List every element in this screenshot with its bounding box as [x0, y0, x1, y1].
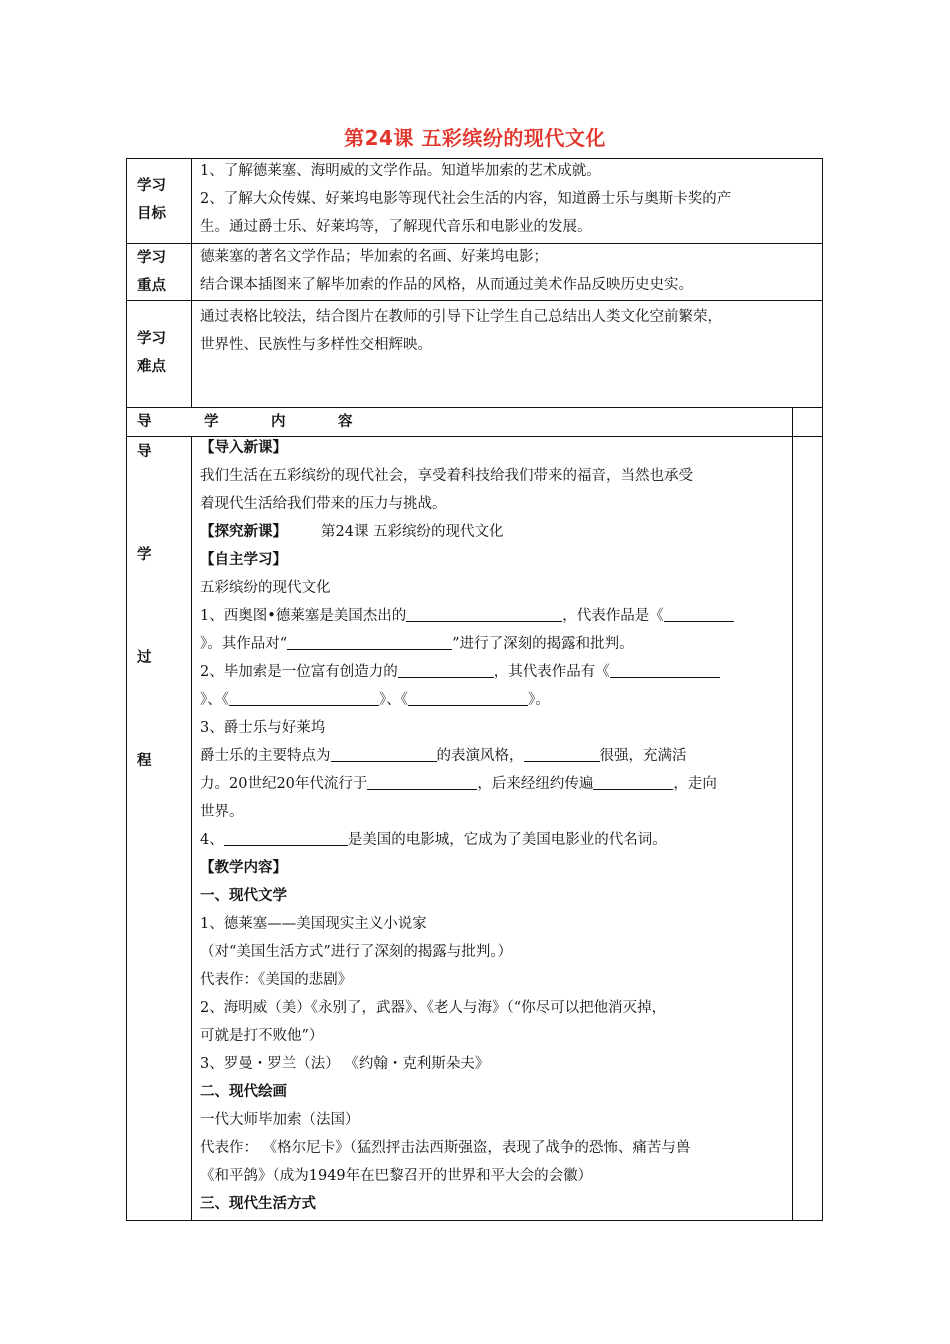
goals-content	[200, 157, 731, 241]
blank-field[interactable]	[331, 744, 437, 762]
keypoints-label: 学习 重点	[137, 250, 166, 294]
self-study-heading: 【自主学习】	[200, 552, 287, 568]
blank-field[interactable]	[367, 772, 477, 790]
difficulties-content	[200, 303, 722, 359]
goals-line: 生。通过爵士乐、好莱坞等，了解现代音乐和电影业的发展。	[200, 219, 592, 235]
goals-line: 1、了解德莱塞、海明威的文学作品。知道毕加索的艺术成就。	[200, 163, 601, 179]
blank-field[interactable]	[593, 772, 673, 790]
difficulties-line: 通过表格比较法，结合图片在教师的引导下让学生自己总结出人类文化空前繁荣，	[200, 309, 722, 325]
section-painting: 二、现代绘画	[200, 1084, 287, 1100]
process-label-2: 学	[137, 547, 152, 563]
page-title: 第24课 五彩缤纷的现代文化	[344, 126, 606, 150]
blank-field[interactable]	[664, 604, 734, 622]
intro-heading: 【导入新课】	[200, 440, 287, 456]
blank-field[interactable]	[610, 660, 720, 678]
question-3-title: 3、爵士乐与好莱坞	[200, 720, 326, 736]
keypoints-content	[200, 243, 693, 299]
process-label-4: 程	[137, 753, 152, 769]
keypoints-line: 结合课本插图来了解毕加索的作品的风格，从而通过美术作品反映历史史实。	[200, 277, 693, 293]
main-content: 【导入新课】 我们生活在五彩缤纷的现代社会，享受着科技给我们带来的福音，当然也承受 着现代生活给我们带来的压力与挑战。 【探究新课】 第24课 五彩缤纷的现代文化 【自主学习】 五彩缤纷的现代文化 1、西奥图•德莱塞是美国杰出的 ，代表作品是《 》。其作品对“ ”进行了深刻的揭露和批判。 2、毕加索是一位富有创造力的 ，其代表作品有《 》、《 》、《 》。 3、爵士乐与好莱坞 爵士乐的主要特点为 的表演风格， 很强，充满活 力。20世纪20年代流行于 ，后来经纽约传遍 ，走向 世界。 4、 是美国的电影城，它成为了美国电影业的代名词。 【教学内容】 一、现代文学 1、德莱塞——美国现实主义小说家 （对“美国生活方式”进行了深刻的揭露与批判。） 代表作：《美国的悲剧》 2、海明威（美）《永别了，武器》、《老人与海》（“你尽可以把他消灭掉， 可就是打不败他”） 3、罗曼・罗兰（法） 《约翰・克利斯朵夫》 二、现代绘画 一代大师毕加索（法国） 代表作： 《格尔尼卡》（猛烈抨击法西斯强盗，表现了战争的恐怖、痛苦与兽 《和平鸽》（成为1949年在巴黎召开的世界和平大会的会徽） 三、现代生活方式	[200, 434, 734, 1218]
difficulties-line: 世界性、民族性与多样性交相辉映。	[200, 337, 432, 353]
goals-label: 学习 目标	[137, 178, 166, 222]
blank-field[interactable]	[224, 828, 348, 846]
explore-line: 【探究新课】 第24课 五彩缤纷的现代文化	[200, 524, 504, 540]
teaching-heading: 【教学内容】	[200, 860, 287, 876]
goals-line: 2、了解大众传媒、好莱坞电影等现代社会生活的内容，知道爵士乐与奥斯卡奖的产	[200, 191, 732, 207]
process-label-1: 导	[137, 444, 152, 460]
blank-field[interactable]	[287, 632, 452, 650]
question-3: 爵士乐的主要特点为 的表演风格， 很强，充满活	[200, 742, 734, 770]
section-literature: 一、现代文学	[200, 888, 287, 904]
blank-field[interactable]	[408, 688, 528, 706]
blank-field[interactable]	[398, 660, 494, 678]
section-lifestyle: 三、现代生活方式	[200, 1196, 316, 1212]
blank-field[interactable]	[229, 688, 379, 706]
question-4: 4、 是美国的电影城，它成为了美国电影业的代名词。	[200, 826, 734, 854]
question-1: 1、西奥图•德莱塞是美国杰出的 ，代表作品是《	[200, 602, 734, 630]
difficulties-label: 学习 难点	[137, 331, 166, 375]
process-label-3: 过	[137, 650, 152, 666]
question-2: 2、毕加索是一位富有创造力的 ，其代表作品有《	[200, 658, 734, 686]
blank-field[interactable]	[524, 744, 600, 762]
keypoints-line: 德莱塞的著名文学作品；毕加索的名画、好莱坞电影；	[200, 249, 548, 265]
blank-field[interactable]	[406, 604, 562, 622]
